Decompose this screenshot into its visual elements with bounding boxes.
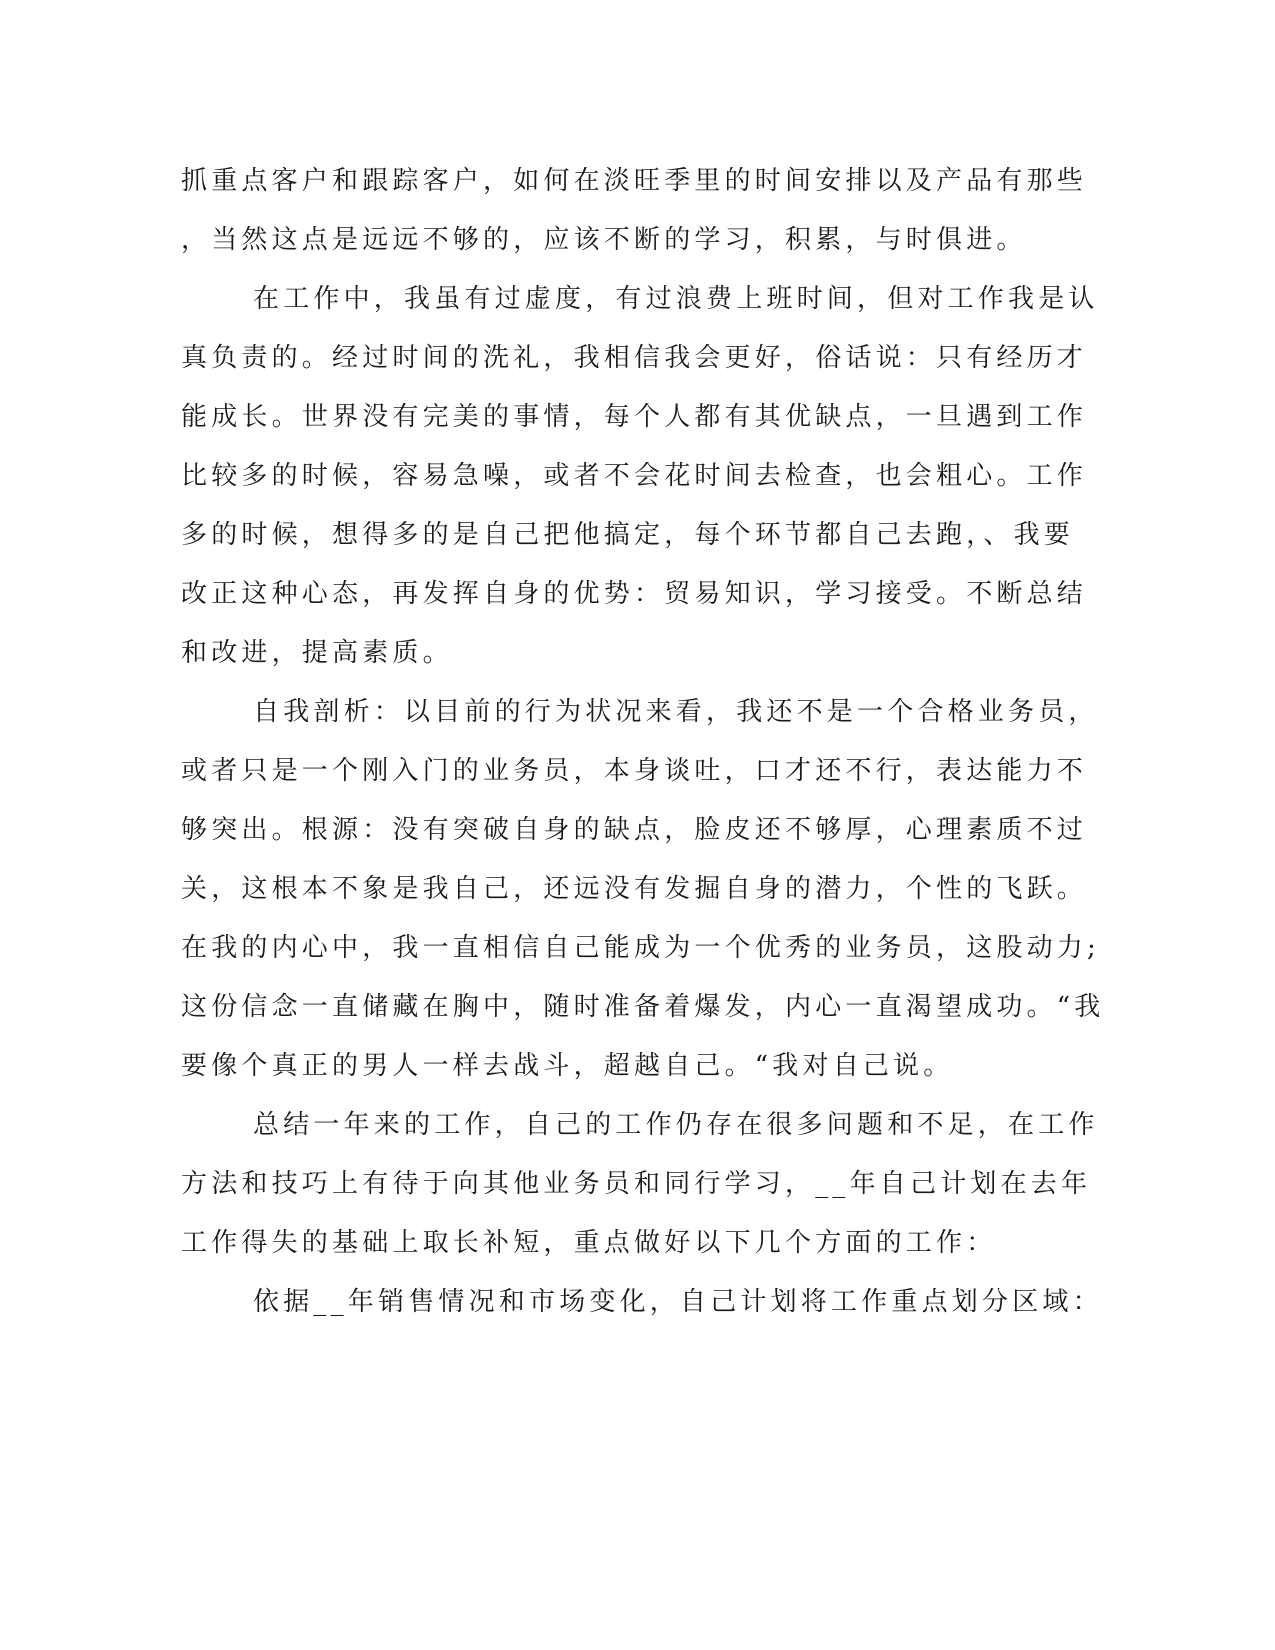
text-line: 够突出。根源：没有突破自身的缺点，脸皮还不够厚，心理素质不过	[181, 815, 1088, 845]
text-line: 能成长。世界没有完美的事情，每个人都有其优缺点，一旦遇到工作	[181, 402, 1088, 432]
text-line: 关，这根本不象是我自己，还远没有发掘自身的潜力，个性的飞跃。	[181, 874, 1088, 904]
text-line: 在我的内心中，我一直相信自己能成为一个优秀的业务员，这股动力;	[181, 933, 1100, 963]
paragraph-first-line: 总结一年来的工作，自己的工作仍存在很多问题和不足，在工作	[253, 1110, 1099, 1140]
paragraph-first-line: 依据__年销售情况和市场变化，自己计划将工作重点划分区域：	[253, 1287, 1103, 1317]
text-line: 真负责的。经过时间的洗礼，我相信我会更好，俗话说：只有经历才	[181, 343, 1088, 373]
text-line: 这份信念一直储藏在胸中，随时准备着爆发，内心一直渴望成功。“我	[181, 992, 1105, 1022]
paragraph-first-line: 自我剖析：以目前的行为状况来看，我还不是一个合格业务员，	[253, 697, 1099, 727]
text-line: 工作得失的基础上取长补短，重点做好以下几个方面的工作：	[181, 1228, 997, 1258]
text-line: 或者只是一个刚入门的业务员，本身谈吐，口才还不行，表达能力不	[181, 756, 1088, 786]
paragraph-first-line: 在工作中，我虽有过虚度，有过浪费上班时间，但对工作我是认	[253, 284, 1099, 314]
text-line: 改正这种心态，再发挥自身的优势：贸易知识，学习接受。不断总结	[181, 579, 1088, 609]
text-line: 方法和技巧上有待于向其他业务员和同行学习，__年自己计划在去年	[181, 1169, 1092, 1199]
text-line: 多的时候，想得多的是自己把他搞定，每个环节都自己去跑，、我要	[181, 520, 1075, 550]
text-line: 和改进，提高素质。	[181, 638, 453, 668]
text-line: 要像个真正的男人一样去战斗，超越自己。“我对自己说。	[181, 1051, 954, 1081]
text-line: ，当然这点是远远不够的，应该不断的学习，积累，与时俱进。	[181, 225, 1027, 255]
text-line: 比较多的时候，容易急噪，或者不会花时间去检查，也会粗心。工作	[181, 461, 1088, 491]
text-line: 抓重点客户和跟踪客户，如何在淡旺季里的时间安排以及产品有那些	[181, 166, 1088, 196]
